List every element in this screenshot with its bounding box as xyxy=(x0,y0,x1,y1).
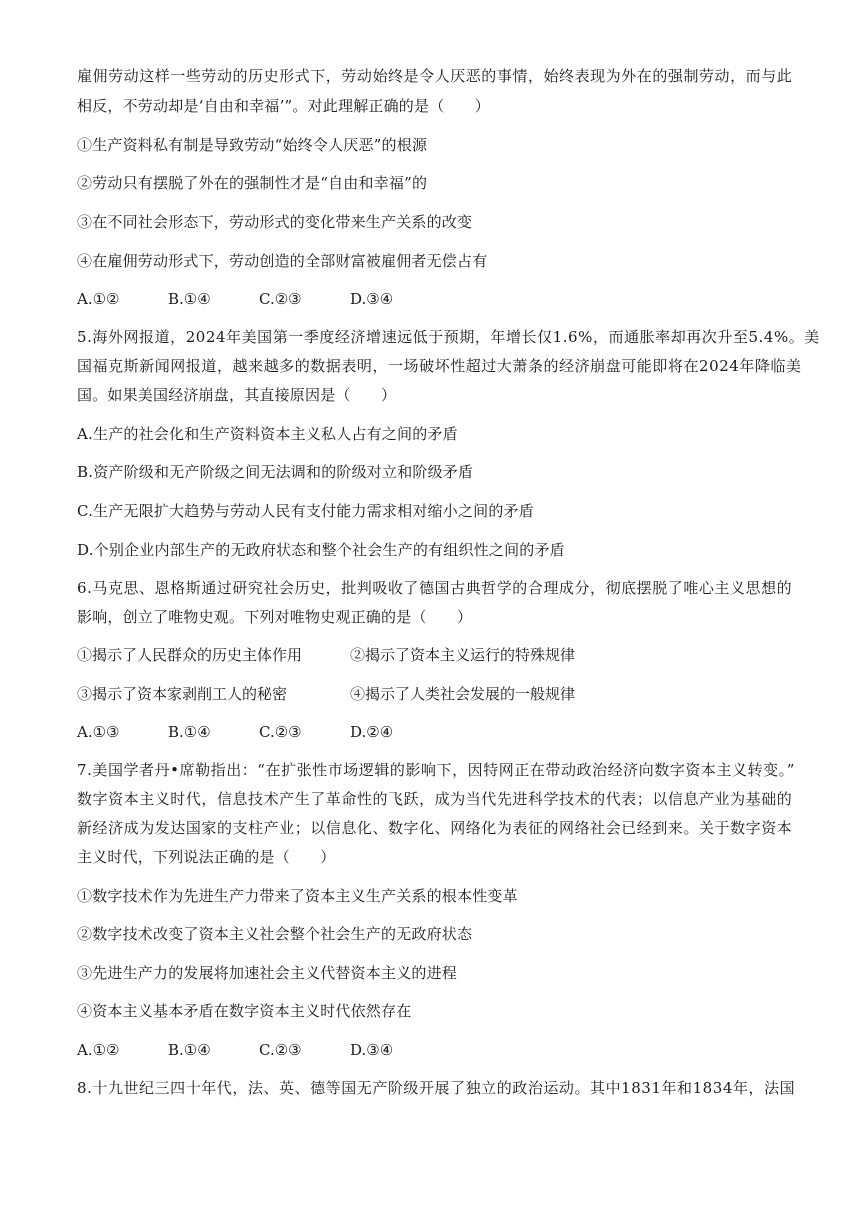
q5-option-a: A.生产的社会化和生产资料资本主义私人占有之间的矛盾 xyxy=(77,425,458,443)
q6-item-1: ①揭示了人民群众的历史主体作用 xyxy=(77,646,303,664)
q7-stem-line-1: 7.美国学者丹•席勒指出：“在扩张性市场逻辑的影响下，因特网正在带动政治经济向数字资本主义转变。” xyxy=(77,761,795,779)
q4-item-3: ③在不同社会形态下，劳动形式的变化带来生产关系的改变 xyxy=(77,213,473,231)
q5-option-c: C.生产无限扩大趋势与劳动人民有支付能力需求相对缩小之间的矛盾 xyxy=(77,502,534,520)
q7-item-4: ④资本主义基本矛盾在数字资本主义时代依然存在 xyxy=(77,1002,412,1020)
q5-option-b: B.资产阶级和无产阶级之间无法调和的阶级对立和阶级矛盾 xyxy=(77,463,474,481)
q4-option-c: C.②③ xyxy=(259,290,302,308)
q6-option-b: B.①④ xyxy=(168,723,211,741)
q7-option-a: A.①② xyxy=(77,1041,120,1059)
q5-stem-line-3: 国。如果美国经济崩盘，其直接原因是（ ） xyxy=(77,386,397,404)
q6-stem-line-2: 影响，创立了唯物史观。下列对唯物史观正确的是（ ） xyxy=(77,608,473,626)
q7-stem-line-2: 数字资本主义时代，信息技术产生了革命性的飞跃，成为当代先进科学技术的代表；以信息产业为基础的 xyxy=(77,790,793,808)
q6-option-d: D.②④ xyxy=(350,723,394,741)
q7-stem-line-4: 主义时代，下列说法正确的是（ ） xyxy=(77,848,336,866)
q7-item-3: ③先进生产力的发展将加速社会主义代替资本主义的进程 xyxy=(77,964,458,982)
q7-item-2: ②数字技术改变了资本主义社会整个社会生产的无政府状态 xyxy=(77,925,473,943)
q6-option-a: A.①③ xyxy=(77,723,120,741)
q4-option-a: A.①② xyxy=(77,290,120,308)
q6-option-c: C.②③ xyxy=(259,723,302,741)
q8-stem-line-1: 8.十九世纪三四十年代，法、英、德等国无产阶级开展了独立的政治运动。其中1831年和1834年，法国 xyxy=(77,1079,796,1097)
q4-option-b: B.①④ xyxy=(168,290,211,308)
q5-option-d: D.个别企业内部生产的无政府状态和整个社会生产的有组织性之间的矛盾 xyxy=(77,541,565,559)
q4-stem-line-2: 相反，不劳动却是‘自由和幸福’”。对此理解正确的是（ ） xyxy=(77,97,491,115)
q6-item-2: ②揭示了资本主义运行的特殊规律 xyxy=(350,646,576,664)
q7-stem-line-3: 新经济成为发达国家的支柱产业；以信息化、数字化、网络化为表征的网络社会已经到来。关于数字资本 xyxy=(77,819,793,837)
q6-item-4: ④揭示了人类社会发展的一般规律 xyxy=(350,685,576,703)
q7-option-d: D.③④ xyxy=(350,1041,394,1059)
q7-option-c: C.②③ xyxy=(259,1041,302,1059)
q6-item-3: ③揭示了资本家剥削工人的秘密 xyxy=(77,685,288,703)
q4-option-d: D.③④ xyxy=(350,290,394,308)
q7-item-1: ①数字技术作为先进生产力带来了资本主义生产关系的根本性变革 xyxy=(77,887,518,905)
q5-stem-line-2: 国福克斯新闻网报道，越来越多的数据表明，一场破坏性超过大萧条的经济崩盘可能即将在2024年降临美 xyxy=(77,357,802,375)
q5-stem-line-1: 5.海外网报道，2024年美国第一季度经济增速远低于预期，年增长仅1.6%，而通胀率却再次升至5.4%。美 xyxy=(77,328,820,346)
q7-option-b: B.①④ xyxy=(168,1041,211,1059)
q4-item-2: ②劳动只有摆脱了外在的强制性才是“自由和幸福”的 xyxy=(77,174,428,192)
q4-item-1: ①生产资料私有制是导致劳动“始终令人厌恶”的根源 xyxy=(77,136,428,154)
q4-stem-line-1: 雇佣劳动这样一些劳动的历史形式下，劳动始终是令人厌恶的事情，始终表现为外在的强制劳动，而与此 xyxy=(77,67,793,85)
q6-stem-line-1: 6.马克思、恩格斯通过研究社会历史，批判吸收了德国古典哲学的合理成分，彻底摆脱了唯心主义思想的 xyxy=(77,579,793,597)
q4-item-4: ④在雇佣劳动形式下，劳动创造的全部财富被雇佣者无偿占有 xyxy=(77,252,488,270)
